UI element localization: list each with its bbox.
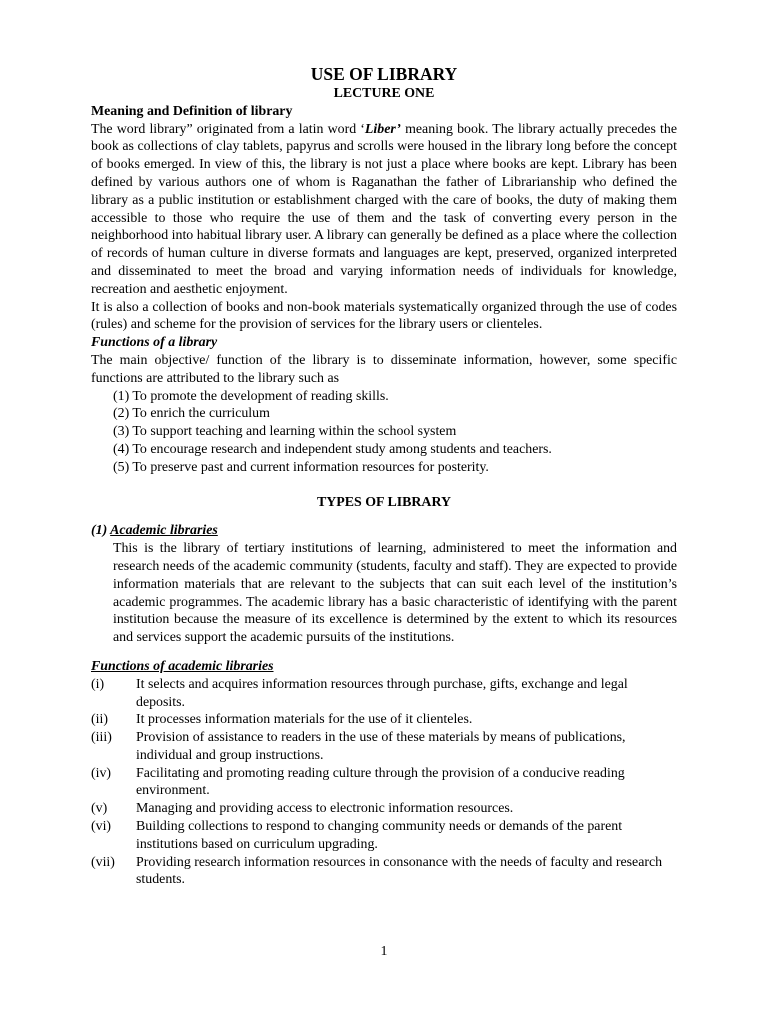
section-heading-meaning: Meaning and Definition of library <box>91 103 293 119</box>
paragraph-collection: It is also a collection of books and non-book materials systematically organized through the use of codes (rules) and scheme for the provision of services for the library users or clienteles. <box>91 299 677 333</box>
academic-heading-text: Academic libraries <box>110 523 218 539</box>
list-item: (2) To enrich the curriculum <box>113 406 270 422</box>
paragraph-definition <box>91 121 677 299</box>
list-item: (4) To encourage research and independent study among students and teachers. <box>113 441 552 457</box>
list-item: (1) To promote the development of reading skills. <box>113 388 389 404</box>
item-number: (iv) <box>91 765 112 781</box>
item-number: (iii) <box>91 730 112 746</box>
list-item <box>91 854 677 890</box>
academic-number: (1) <box>91 523 111 539</box>
list-item <box>91 800 677 818</box>
item-text: Facilitating and promoting reading culture through the provision of a conducive reading environment. <box>136 765 625 799</box>
academic-functions-list <box>91 676 677 890</box>
functions-intro: The main objective/ function of the library is to disseminate information, however, some specific functions are attributed to the library such as <box>91 352 677 386</box>
document-title: USE OF LIBRARY <box>310 64 458 84</box>
types-heading: TYPES OF LIBRARY <box>316 494 452 510</box>
document-subtitle: LECTURE ONE <box>333 86 435 101</box>
section-heading-functions: Functions of a library <box>91 335 218 351</box>
item-text: It processes information materials for the use of it clienteles. <box>136 712 473 728</box>
list-item <box>91 729 677 765</box>
item-text: Provision of assistance to readers in the use of these materials by means of publications, individual and group instructions. <box>136 730 626 763</box>
item-number: (i) <box>91 676 105 692</box>
item-text: Managing and providing access to electronic information resources. <box>136 801 514 817</box>
liber-term: Liber’ <box>364 121 401 137</box>
item-number: (v) <box>91 801 108 817</box>
list-item: (5) To preserve past and current information resources for posterity. <box>113 459 489 475</box>
item-text: Providing research information resources in consonance with the needs of faculty and research students. <box>136 854 663 888</box>
academic-libraries-heading <box>91 522 677 540</box>
list-item <box>91 765 677 801</box>
paragraph-text: meaning book. The library actually precedes the book as collections of clay tablets, papyrus and scrolls were housed in the library long before the concept of books emerged. In view of this, the library is not just a place where books are kept. Library has been defined by various authors one of whom is Raganathan the father of Librarianship who defined the library as a public institution or establishment charged with the care of books, the duty of making them accessible to those who require the use of them and the task of converting every person in the neighborhood into habitual library user. A library can generally be defined as a place where the collection of records of human culture in diverse formats and languages are kept, preserved, organized interpreted and disseminated to meet the broad and varying information needs of individuals for knowledge, recreation and aesthetic enjoyment. <box>91 121 677 297</box>
item-text: It selects and acquires information resources through purchase, gifts, exchange and legal deposits. <box>136 676 628 710</box>
item-number: (vii) <box>91 854 115 870</box>
item-number: (vi) <box>91 819 112 835</box>
functions-list <box>91 388 677 477</box>
document-page <box>91 64 677 889</box>
academic-libraries-text: This is the library of tertiary institutions of learning, administered to meet the information and research needs of the academic community (students, faculty and staff). They are expected to provide information materials that are relevant to the subjects that can suit each level of the institution’s academic programmes. The academic library has a basic characteristic of identifying with the parent institution because the measure of its excellence is determined by the extent to which its resources and services support the academic pursuits of the institutions. <box>113 541 677 646</box>
list-item <box>91 711 677 729</box>
list-item <box>91 676 677 712</box>
academic-functions-heading <box>91 658 677 676</box>
list-item <box>91 818 677 854</box>
page-number: 1 <box>380 944 388 959</box>
item-number: (ii) <box>91 712 108 728</box>
academic-functions-heading-text: Functions of academic libraries <box>91 658 274 674</box>
paragraph-text: The word library” originated from a latin word ‘ <box>91 121 365 137</box>
item-text: Building collections to respond to changing community needs or demands of the parent institutions based on curriculum upgrading. <box>136 819 623 852</box>
list-item: (3) To support teaching and learning within the school system <box>113 424 457 440</box>
